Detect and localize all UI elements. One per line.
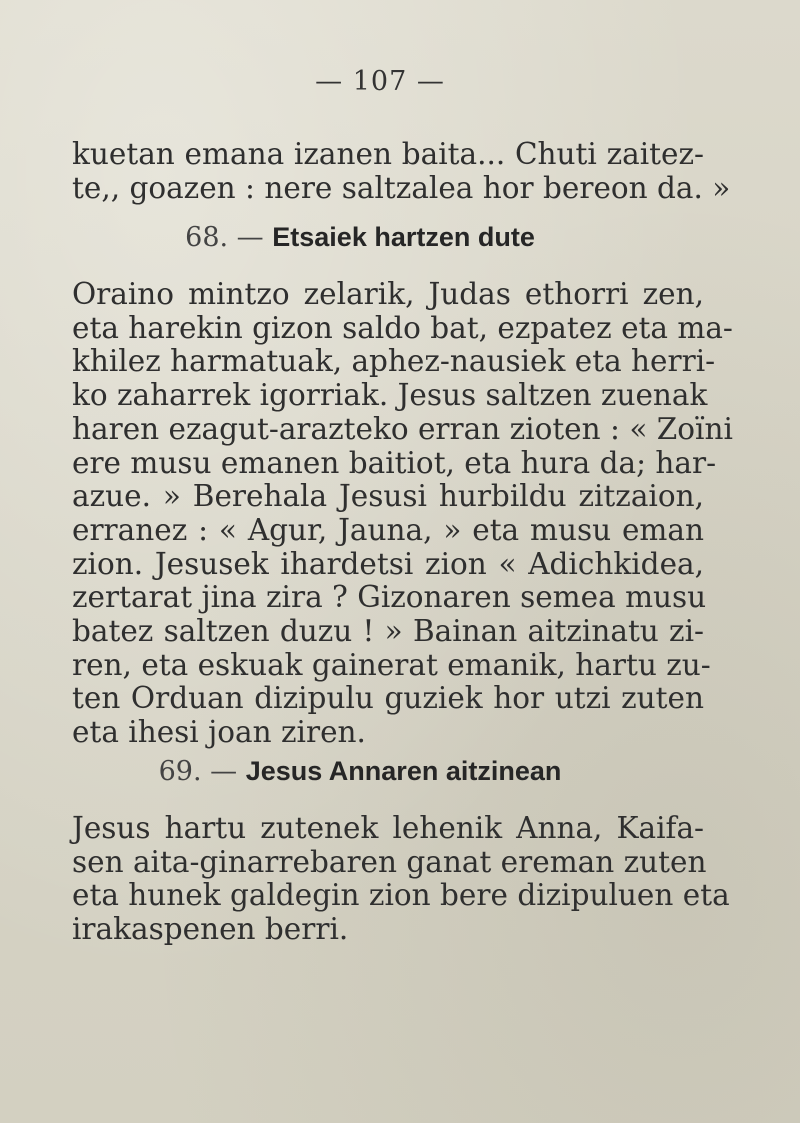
text-line: Oraino mintzo zelarik, Judas ethorri zen, <box>72 277 704 311</box>
text-line: erranez : « Agur, Jauna, » eta musu eman <box>72 512 704 547</box>
section-title: Etsaiek hartzen dute <box>272 222 535 252</box>
paragraph-section-69 <box>72 811 730 947</box>
text-line: eta harekin gizon saldo bat, ezpatez eta ma- <box>72 310 733 345</box>
text-line: eta hunek galdegin zion bere dizipuluen eta <box>72 878 730 913</box>
section-number: 68. — <box>185 222 264 253</box>
text-line: batez saltzen duzu ! » Bainan aitzinatu zi- <box>72 614 704 649</box>
text-line: sen aita-ginarrebaren ganat ereman zuten <box>72 844 707 879</box>
text-line: azue. » Berehala Jesusi hurbildu zitzaion, <box>72 479 704 514</box>
text-line: ere musu emanen baitiot, eta hura da; har- <box>72 445 717 480</box>
text-line: ren, eta eskuak gainerat emanik, hartu zu- <box>72 647 711 682</box>
text-line: kuetan emana izanen baita... Chuti zaitez- <box>72 137 704 171</box>
text-line: zertarat jina zira ? Gizonaren semea musu <box>72 580 707 615</box>
text-line: Jesus hartu zutenek lehenik Anna, Kaifa- <box>72 811 704 845</box>
section-title: Jesus Annaren aitzinean <box>245 756 562 786</box>
text-line: eta ihesi joan ziren. <box>72 715 366 750</box>
text-line: zion. Jesusek ihardetsi zion « Adichkidea, <box>72 546 704 581</box>
paragraph-continuation <box>72 137 731 205</box>
text-line: ten Orduan dizipulu guziek hor utzi zuten <box>72 681 704 716</box>
text-line: haren ezagut-arazteko erran zioten : « Zoïni <box>72 411 733 446</box>
text-line: khilez harmatuak, aphez-nausiek eta herri- <box>72 344 716 379</box>
text-line: te,, goazen : nere saltzalea hor bereon da. » <box>72 170 731 205</box>
section-number: 69. — <box>158 756 238 787</box>
page-number: — 107 — <box>315 66 445 97</box>
text-line: ko zaharrek igorriak. Jesus saltzen zuenak <box>72 378 708 413</box>
text-line: irakaspenen berri. <box>72 912 349 947</box>
section-heading-69 <box>0 756 720 787</box>
section-heading-68 <box>0 222 720 253</box>
paragraph-section-68 <box>72 277 733 750</box>
